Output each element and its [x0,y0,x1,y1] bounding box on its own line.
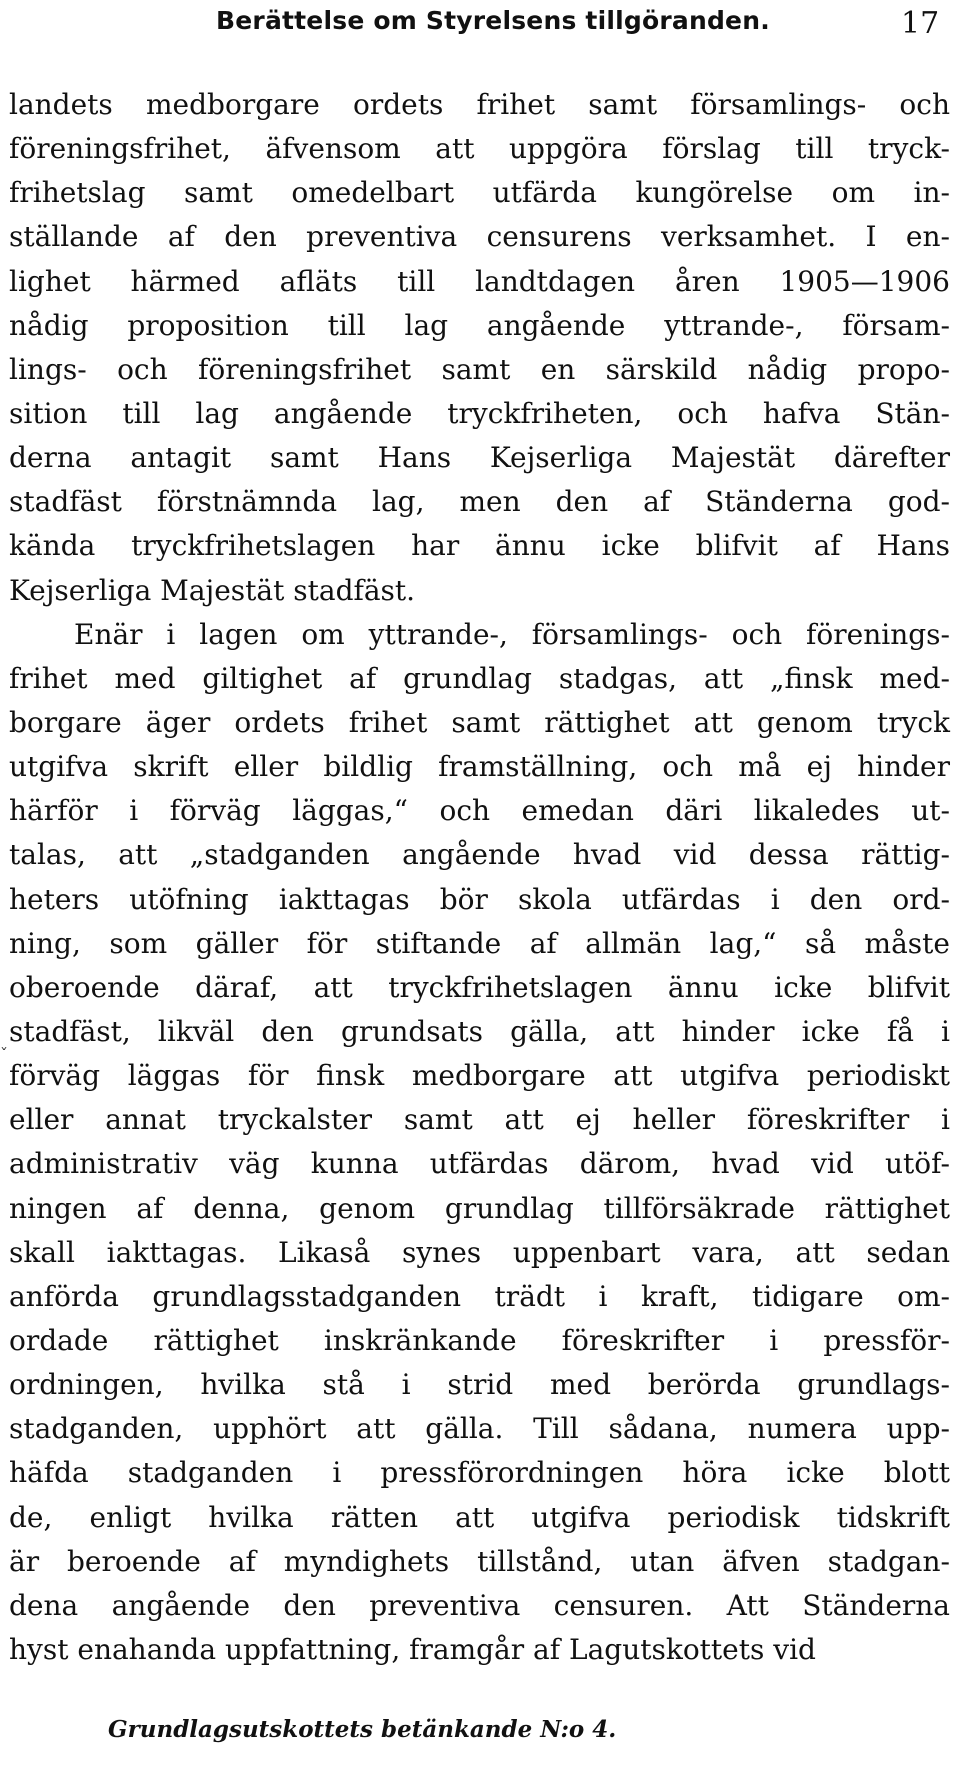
page-number: 17 [901,6,940,41]
text-line: derna antagit samt Hans Kejserliga Majestät därefter [9,441,950,475]
text-line: ställande af den preventiva censurens verksamhet. I en- [9,220,950,254]
body-text [9,83,950,1672]
text-line: nådig proposition till lag angående yttrande-, försam- [9,308,950,342]
text-line: administrativ väg kunna utfärdas därom, hvad vid utöf- [9,1147,950,1181]
text-line: ningen af denna, genom grundlag tillförsäkrade rättighet [9,1191,950,1225]
text-line: Enär i lagen om yttrande-, församlings- och förenings- [74,617,950,651]
text-line: talas, att „stadganden angående hvad vid dessa rättig- [9,838,950,872]
text-line: föreningsfrihet, äfvensom att uppgöra förslag till tryck- [9,132,950,166]
text-line: frihet med giltighet af grundlag stadgas, att „finsk med- [9,661,950,695]
running-header-title: Berättelse om Styrelsens tillgöranden. [216,6,770,35]
text-line: ordningen, hvilka stå i strid med berörda grundlags- [9,1368,950,1402]
text-line: oberoende däraf, att tryckfrihetslagen ännu icke blifvit [9,970,950,1004]
text-line: utgifva skrift eller bildlig framställning, och må ej hinder [9,750,950,784]
text-line: är beroende af myndighets tillstånd, utan äfven stadgan- [9,1544,950,1578]
text-line: stadganden, upphört att gälla. Till sådana, numera upp- [9,1412,950,1446]
text-line: landets medborgare ordets frihet samt församlings- och [9,88,950,121]
text-line: härför i förväg läggas,“ och emedan däri likaledes ut- [9,794,950,828]
text-line: häfda stadganden i pressförordningen höra icke blott [9,1456,950,1490]
text-line: förväg läggas för finsk medborgare att utgifva periodiskt [9,1059,950,1093]
paragraph [9,83,950,613]
running-header [0,6,960,46]
text-line: skall iakttagas. Likaså synes uppenbart vara, att sedan [9,1235,950,1269]
text-line: Kejserliga Majestät stadfäst. [9,573,416,607]
text-line: borgare äger ordets frihet samt rättighet att genom tryck [9,705,950,739]
text-line: heters utöfning iakttagas bör skola utfärdas i den ord- [9,882,950,916]
text-line: anförda grundlagsstadganden trädt i kraft, tidigare om- [9,1279,950,1313]
paragraph [9,613,950,1672]
text-line: eller annat tryckalster samt att ej heller föreskrifter i [9,1103,950,1137]
text-line: de, enligt hvilka rätten att utgifva periodisk tidskrift [9,1500,950,1534]
footer-signature: Grundlagsutskottets betänkande N:o 4. [108,1716,617,1743]
text-line: lings- och föreningsfrihet samt en särskild nådig propo- [9,352,950,386]
text-line: dena angående den preventiva censuren. Att Ständerna [9,1588,950,1622]
text-line: stadfäst, likväl den grundsats gälla, att hinder icke få i [9,1014,950,1048]
text-line: sition till lag angående tryckfriheten, och hafva Stän- [9,396,950,430]
text-line: ning, som gäller för stiftande af allmän lag,“ så måste [9,926,950,960]
text-line: frihetslag samt omedelbart utfärda kungörelse om in- [9,176,950,210]
text-line: stadfäst förstnämnda lag, men den af Ständerna god- [9,485,950,519]
margin-mark: ˇ [0,1045,8,1064]
text-line: ordade rättighet inskränkande föreskrifter i pressför- [9,1323,950,1357]
text-line: kända tryckfrihetslagen har ännu icke blifvit af Hans [9,529,950,563]
text-line: hyst enahanda uppfattning, framgår af Lagutskottets vid [9,1632,816,1666]
text-line: lighet härmed afläts till landtdagen åren 1905—1906 [9,264,950,298]
